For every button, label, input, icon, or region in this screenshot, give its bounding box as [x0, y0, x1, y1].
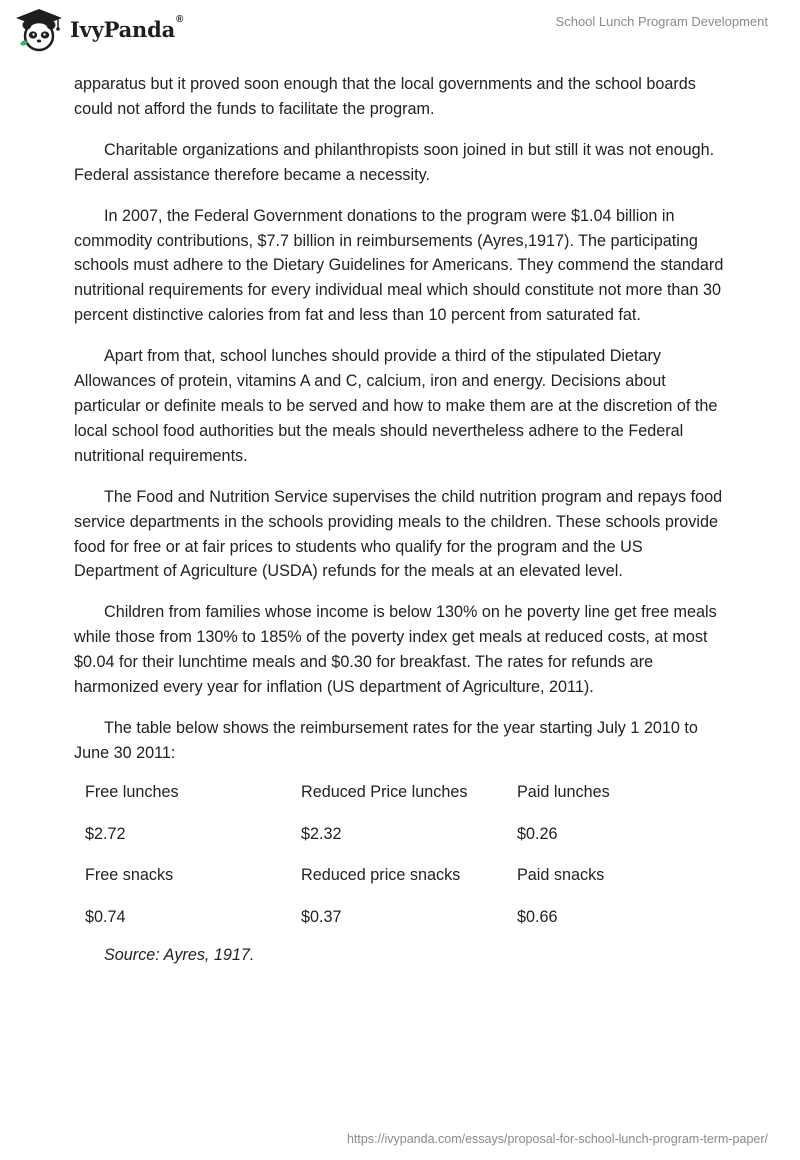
paragraph: Apart from that, school lunches should provide a third of the stipulated Dietary Allowances of protein, vitamins A and C, calcium, iron and energy. Decisions about particular or definite meals to be served and how to make them are at the discretion of the local school food authorities but the meals should nevertheless adhere to the Federal nutritional requirements. [74, 347, 718, 465]
logo-text: IvyPanda® [70, 13, 184, 42]
table-cell: Paid snacks [517, 866, 605, 884]
table-row [74, 772, 634, 814]
table-cell: Free snacks [85, 866, 174, 884]
panda-graduate-icon [14, 8, 64, 52]
document-title: School Lunch Program Development [555, 14, 768, 29]
paragraph: Children from families whose income is below 130% on he poverty line get free meals while those from 130% to 185% of the poverty index get meals at reduced costs, at most $0.04 for their lunchtime meals and $0.30 for breakfast. The rates for refunds are harmonized every year for inflation (US department of Agriculture, 2011). [74, 603, 717, 697]
paragraph: Charitable organizations and philanthropists soon joined in but still it was not enough. Federal assistance therefore became a necessity. [74, 140, 715, 184]
logo[interactable] [14, 8, 183, 52]
table-row [74, 813, 634, 855]
paragraph: The table below shows the reimbursement rates for the year starting July 1 2010 to June 30 2011: [74, 718, 698, 762]
paragraph: apparatus but it proved soon enough that the local governments and the school boards could not afford the funds to facilitate the program. [74, 75, 696, 118]
table-cell: $2.32 [301, 824, 342, 843]
table-cell: $2.72 [85, 824, 126, 843]
table-cell: Reduced price snacks [301, 866, 461, 884]
page-header [0, 0, 800, 64]
table-source-citation: Source: Ayres, 1917. [104, 945, 255, 964]
table-cell: $0.66 [517, 907, 558, 926]
essay-content [74, 72, 724, 965]
reimbursement-rates-table [74, 772, 634, 938]
table-row [74, 896, 634, 938]
table-cell: Reduced Price lunches [301, 783, 468, 801]
table-cell: $0.37 [301, 907, 342, 926]
table-cell: Free lunches [85, 783, 179, 801]
table-cell: $0.26 [517, 824, 558, 843]
paragraph: The Food and Nutrition Service supervises the child nutrition program and repays food service departments in the schools providing meals to the children. These schools provide food for free or at fair prices to students who qualify for the program and the US Department of Agriculture (USDA) refunds for the meals at an elevated level. [74, 487, 723, 581]
table-cell: Paid lunches [517, 783, 610, 801]
source-url[interactable]: https://ivypanda.com/essays/proposal-for-school-lunch-program-term-paper/ [346, 1132, 768, 1146]
table-row [74, 855, 634, 897]
table-cell: $0.74 [85, 907, 126, 926]
logo-registered-mark: ® [176, 13, 184, 25]
paragraph: In 2007, the Federal Government donations to the program were $1.04 billion in commodity contributions, $7.7 billion in reimbursements (Ayres,1917). The participating schools must adhere to the Dietary Guidelines for Americans. They commend the standard nutritional requirements for every individual meal which should constitute not more than 30 percent distinctive calories from fat and less than 10 percent from saturated fat. [74, 206, 724, 325]
